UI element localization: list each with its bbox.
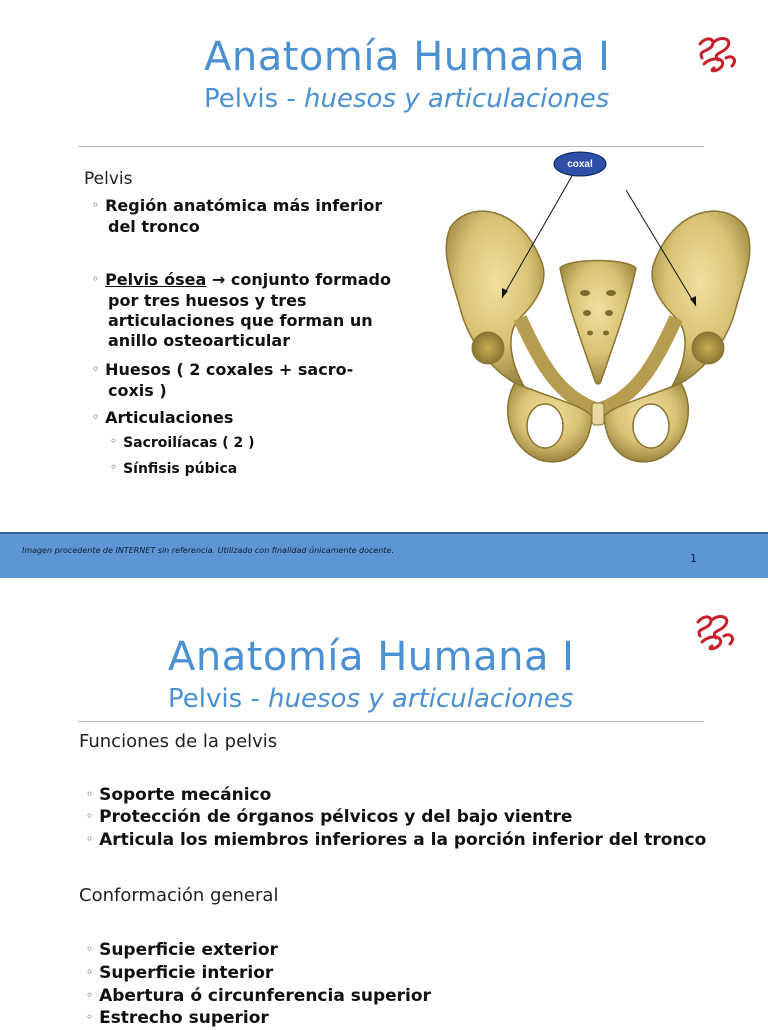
- sub-bullet-sacroiliacas: ◦ Sacroilíacas ( 2 ): [110, 434, 255, 451]
- institution-logo-icon: [692, 34, 742, 74]
- conformation-item: ◦ Abertura ó circunferencia superior: [86, 986, 431, 1006]
- ring-bullet-icon: ◦: [86, 832, 94, 846]
- bullet-region: ◦ Región anatómica más inferior del tronco: [92, 196, 383, 236]
- conformation-item: ◦ Estrecho superior: [86, 1008, 269, 1028]
- slide-subtitle: [204, 84, 609, 114]
- function-item: ◦ Soporte mecánico: [86, 785, 272, 805]
- ring-bullet-icon: ◦: [86, 965, 94, 979]
- heading-functions: Funciones de la pelvis: [79, 731, 278, 752]
- subtitle-italic: huesos y articulaciones: [268, 684, 574, 714]
- footer-band: [0, 534, 768, 578]
- pubic-symphysis: [592, 403, 604, 425]
- ring-bullet-icon: ◦: [92, 362, 100, 376]
- subtitle-italic: huesos y articulaciones: [304, 84, 610, 114]
- subtitle-plain: Pelvis -: [168, 684, 269, 714]
- bullet-articulaciones: ◦ Articulaciones: [92, 408, 234, 427]
- function-item: ◦ Protección de órganos pélvicos y del bajo vientre: [86, 807, 573, 827]
- ring-bullet-icon: ◦: [86, 942, 94, 956]
- left-acetabulum: [472, 332, 504, 364]
- ring-bullet-icon: ◦: [92, 272, 100, 286]
- footer-credit: Imagen procedente de INTERNET sin referencia. Utilizado con finalidad únicamente docente.: [22, 546, 395, 555]
- title-divider: [78, 721, 704, 722]
- sub-bullet-sinfisis: ◦ Sínfisis púbica: [110, 460, 238, 477]
- subtitle-plain: Pelvis -: [204, 84, 305, 114]
- ring-bullet-icon: ◦: [110, 434, 118, 448]
- ring-bullet-icon: ◦: [86, 988, 94, 1002]
- ring-bullet-icon: ◦: [110, 460, 118, 474]
- right-acetabulum: [692, 332, 724, 364]
- slide-subtitle: [168, 684, 573, 714]
- page-number: 1: [690, 552, 697, 565]
- function-item: ◦ Articula los miembros inferiores a la porción inferior del tronco: [86, 830, 707, 850]
- left-obturator: [527, 404, 563, 448]
- ring-bullet-icon: ◦: [86, 1010, 94, 1024]
- bullet-pelvis-osea: ◦ Pelvis ósea → conjunto formado por tres huesos y tres articulaciones que forman un anillo osteoarticular: [92, 270, 391, 350]
- pelvis-illustration: [430, 148, 766, 478]
- coxal-label: coxal: [567, 159, 593, 170]
- bullet-huesos: ◦ Huesos ( 2 coxales + sacro- coxis ): [92, 360, 354, 400]
- institution-logo-icon: [690, 612, 740, 652]
- slide-gap: [0, 578, 768, 588]
- ring-bullet-icon: ◦: [92, 198, 100, 212]
- conformation-item: ◦ Superficie interior: [86, 963, 274, 983]
- title-divider: [78, 146, 704, 147]
- ring-bullet-icon: ◦: [86, 809, 94, 823]
- ring-bullet-icon: ◦: [86, 787, 94, 801]
- slide-title: Anatomía Humana I: [204, 34, 611, 80]
- right-obturator: [633, 404, 669, 448]
- section-heading: Pelvis: [84, 169, 133, 189]
- slide-title: Anatomía Humana I: [168, 634, 575, 680]
- heading-conformation: Conformación general: [79, 885, 279, 906]
- sacrum: [560, 261, 636, 385]
- conformation-item: ◦ Superficie exterior: [86, 940, 278, 960]
- ring-bullet-icon: ◦: [92, 410, 100, 424]
- slide-2: [0, 588, 768, 1028]
